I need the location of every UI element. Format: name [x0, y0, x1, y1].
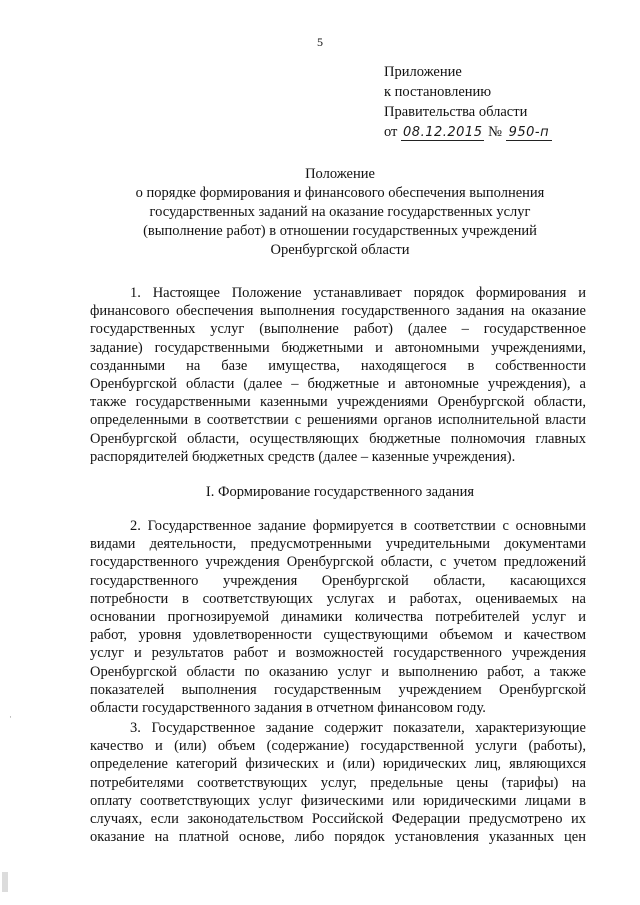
text-line: услуг и результатов работ и возможностей государственного учреждения [90, 645, 586, 662]
text-line: видами деятельности, предусмотренными учредительными документами [90, 536, 586, 553]
appendix-line-3: Правительства области [384, 104, 528, 120]
text-line: работ, уровня удовлетворенности существующими объемом и качеством [90, 627, 586, 644]
document-title [90, 165, 590, 260]
text-line: 1. Настоящее Положение устанавливает порядок формирования и [130, 285, 586, 301]
text-line: основании прогнозируемой динамики количества потребителей услуг и [90, 608, 586, 625]
section-heading: I. Формирование государственного задания [205, 484, 475, 500]
title-line-4: (выполнение работ) в отношении государственных учреждений [143, 223, 537, 239]
text-line: определенными в соответствии с решениями органов исполнительной власти [90, 412, 586, 429]
number-label: № [488, 124, 502, 140]
appendix-line-4 [384, 122, 552, 142]
appendix-block [384, 62, 552, 142]
text-line: оплату соответствующих услуг физическими или юридическими лицами в [90, 792, 586, 809]
handwritten-date: 08.12.2015 [403, 125, 483, 140]
appendix-line-1: Приложение [384, 64, 462, 80]
title-line-1: Положение [305, 166, 375, 182]
text-line: также государственными казенными учреждениями Оренбургской области, [90, 394, 586, 411]
paragraph-3 [90, 719, 586, 846]
text-line: задание) государственными бюджетными и автономными учреждениями, [90, 339, 586, 356]
text-line: потребности в соответствующих услугах и работах, оцениваемых на [90, 590, 586, 607]
text-line: случаях, если законодательством Российской Федерации предусмотрено их [90, 810, 586, 827]
text-line: Оренбургской области по оказанию услуг и выполнению работ, а также [90, 663, 586, 680]
text-line: определение категорий физических и (или) юридических лиц, являющихся [90, 756, 586, 773]
title-line-3: государственных заданий на оказание государственных услуг [149, 204, 531, 220]
text-line: 2. Государственное задание формируется в соответствии с основными [130, 518, 586, 534]
page-number: 5 [317, 35, 323, 49]
paragraph-2 [90, 517, 586, 717]
text-line: Оренбургской области, осуществляющих бюджетные полномочия главных [90, 430, 586, 447]
from-label: от [384, 124, 398, 140]
text-line: показателей выполнения государственным учреждением Оренбургской [90, 681, 586, 698]
text-line: распорядителей бюджетных средств (далее – казенные учреждения). [90, 448, 516, 465]
margin-speck: · [9, 712, 12, 722]
title-line-2: о порядке формирования и финансового обеспечения выполнения [135, 185, 545, 201]
text-line: качество и (или) объем (содержание) государственной услуги (работы), [90, 738, 586, 755]
title-line-5: Оренбургской области [270, 242, 410, 258]
text-line: области государственного задания в отчетном финансовом году. [90, 699, 486, 716]
text-line: оказание на платной основе, либо порядок установления указанных цен [90, 829, 586, 846]
text-line: 3. Государственное задание содержит показатели, характеризующие [130, 720, 586, 736]
appendix-line-2: к постановлению [384, 84, 492, 100]
text-line: созданными на базе имущества, находящегося в собственности [90, 357, 586, 374]
text-line: государственного учреждения Оренбургской области, касающихся [90, 572, 586, 589]
paragraph-1 [90, 284, 586, 466]
text-line: государственного учреждения Оренбургской области, с учетом предложений [90, 554, 586, 571]
handwritten-number: 950-п [506, 125, 553, 141]
text-line: государственных услуг (выполнение работ) (далее – государственное [90, 321, 586, 338]
text-line: потребителями соответствующих услуг, предельные цены (тарифы) на [90, 774, 586, 791]
text-line: Оренбургской области (далее – бюджетные и автономные учреждения), а [90, 375, 586, 392]
scan-edge-mark [2, 872, 8, 892]
text-line: финансового обеспечения выполнения государственного задания на оказание [90, 303, 586, 320]
